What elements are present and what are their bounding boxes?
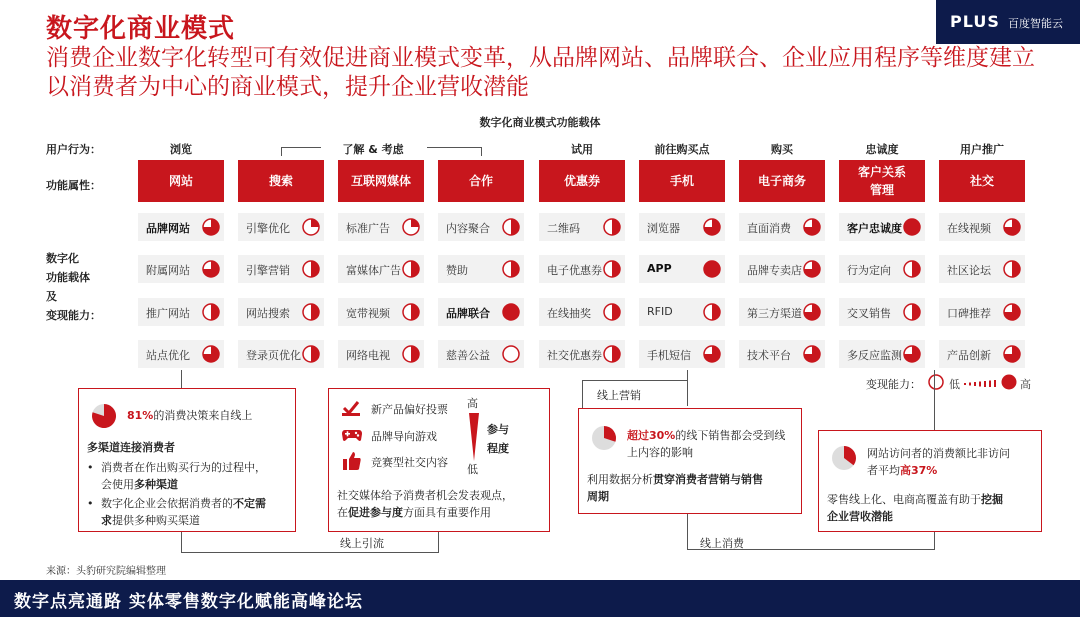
behavior-loyalty: 忠诚度 — [865, 143, 899, 156]
attribute-box: 优惠券 — [539, 160, 625, 202]
carrier-cell — [138, 255, 224, 283]
carrier-cell — [438, 340, 524, 368]
monetization-level-icon — [402, 260, 420, 278]
panel2-item-2: 品牌导向游戏 — [371, 430, 437, 443]
panel4-text: 网站访问者的消费额比非访问 者平均高37% — [867, 447, 1010, 477]
panel1-percentage: 81% — [127, 409, 154, 422]
monetization-level-icon — [502, 260, 520, 278]
carrier-label: RFID — [647, 305, 673, 318]
carrier-label: 引擎营销 — [246, 264, 290, 277]
carrier-label: 技术平台 — [747, 349, 791, 362]
carrier-label: 引擎优化 — [246, 222, 290, 235]
carrier-cell — [839, 255, 925, 283]
monetization-level-icon — [803, 303, 821, 321]
monetization-level-icon — [703, 303, 721, 321]
legend-high: 高 — [1020, 378, 1031, 391]
carrier-cell — [639, 298, 725, 326]
carrier-cell — [639, 213, 725, 241]
panel2-desc: 社交媒体给予消费者机会发表观点， 在促进参与度方面具有重要作用 — [337, 489, 513, 519]
carrier-label: 网络电视 — [346, 349, 390, 362]
attribute-box: 客户关系管理 — [839, 160, 925, 202]
attribute-box: 搜索 — [238, 160, 324, 202]
carrier-label: 内容聚合 — [446, 222, 490, 235]
carrier-label: 电子优惠券 — [547, 264, 602, 277]
carrier-label: 客户忠诚度 — [847, 222, 902, 235]
carrier-cell — [939, 255, 1025, 283]
monetization-level-icon — [402, 345, 420, 363]
panel-visitor-spend — [818, 430, 1042, 532]
row-label-attribute: 功能属性： — [46, 179, 101, 192]
monetization-level-icon — [402, 303, 420, 321]
connector-online-drive: 线上引流 — [340, 537, 384, 550]
carrier-cell — [539, 255, 625, 283]
attribute-box: 社交 — [939, 160, 1025, 202]
baidu-cloud-logo-text: 百度智能云 — [1008, 17, 1063, 30]
carrier-cell — [438, 298, 524, 326]
brand-logo — [936, 0, 1080, 44]
carrier-label: 附属网站 — [146, 264, 190, 277]
connector-online-marketing: 线上营销 — [597, 389, 641, 402]
legend-low: 低 — [949, 378, 960, 391]
panel1-bullet-1: 消费者在作出购买行为的过程中， 会使用多种渠道 — [101, 461, 266, 491]
panel1-bullet-2: 数字化企业会依据消费者的不定需 求提供多种购买渠道 — [101, 497, 266, 527]
carrier-label: 宽带视频 — [346, 307, 390, 320]
carrier-cell — [939, 298, 1025, 326]
carrier-cell — [839, 298, 925, 326]
carrier-cell — [338, 298, 424, 326]
attribute-box: 网站 — [138, 160, 224, 202]
page-subtitle: 消费企业数字化转型可有效促进商业模式变革，从品牌网站、品牌联合、企业应用程序等维度建立以消费者为中心的商业模式，提升企业营收潜能 — [46, 45, 1035, 100]
panel-multichannel: 81%的消费决策来自线上 多渠道连接消费者 • 消费者在作出购买行为的过程中， 会使用多种渠道 • 数字化企业会依据消费者的不定需 求提供多种购买渠道 — [78, 388, 296, 532]
monetization-level-icon — [603, 303, 621, 321]
row-label-carrier-4: 变现能力： — [46, 309, 101, 322]
carrier-cell — [539, 298, 625, 326]
monetization-level-icon — [202, 345, 220, 363]
panel2-high: 高 — [467, 397, 478, 410]
behavior-understand: 了解 & 考虑 — [342, 143, 404, 156]
carrier-label: 手机短信 — [647, 349, 691, 362]
page-title: 数字化商业模式 — [46, 14, 236, 44]
panel-offline-influence — [578, 408, 802, 514]
panel1-heading: 多渠道连接消费者 — [87, 441, 175, 454]
carrier-cell — [639, 340, 725, 368]
carrier-cell — [438, 255, 524, 283]
carrier-label: 直面消费 — [747, 222, 791, 235]
thumbs-up-icon — [342, 451, 362, 471]
carrier-cell — [739, 340, 825, 368]
carrier-label: 网站搜索 — [246, 307, 290, 320]
pie-30-icon — [591, 425, 617, 451]
behavior-trial: 试用 — [571, 143, 593, 156]
monetization-level-icon — [803, 260, 821, 278]
footer-banner — [0, 580, 1080, 617]
carrier-cell — [238, 340, 324, 368]
panel2-item-1: 新产品偏好投票 — [371, 403, 448, 416]
monetization-level-icon — [402, 218, 420, 236]
monetization-level-icon — [302, 218, 320, 236]
carrier-cell — [238, 255, 324, 283]
carrier-cell — [338, 340, 424, 368]
monetization-level-icon — [803, 218, 821, 236]
monetization-level-icon — [703, 218, 721, 236]
carrier-label: 浏览器 — [647, 222, 680, 235]
row-label-carrier-1: 数字化 — [46, 252, 79, 265]
panel2-scale-2: 程度 — [487, 442, 509, 455]
carrier-label: 第三方渠道 — [747, 307, 802, 320]
pie-81-icon — [91, 403, 117, 429]
carrier-cell — [238, 298, 324, 326]
monetization-level-icon — [502, 345, 520, 363]
vote-icon — [341, 399, 361, 417]
carrier-label: 慈善公益 — [446, 349, 490, 362]
carrier-cell — [739, 298, 825, 326]
monetization-level-icon — [703, 260, 721, 278]
monetization-level-icon — [603, 218, 621, 236]
behavior-go-to-store: 前往购买点 — [654, 143, 710, 156]
carrier-cell — [338, 255, 424, 283]
panel2-item-3: 竞赛型社交内容 — [371, 456, 448, 469]
carrier-label: 站点优化 — [146, 349, 190, 362]
carrier-label: 品牌联合 — [446, 307, 490, 320]
carrier-cell — [539, 340, 625, 368]
carrier-label: 富媒体广告 — [346, 264, 401, 277]
monetization-level-icon — [302, 260, 320, 278]
panel-social-engagement — [328, 388, 550, 532]
panel3-text: 超过30%的线下销售都会受到线 上内容的影响 — [627, 429, 786, 459]
panel3-desc: 利用数据分析贯穿消费者营销与销售 周期 — [587, 473, 763, 503]
carrier-label: 二维码 — [547, 222, 580, 235]
row-label-behavior: 用户行为： — [46, 143, 101, 156]
carrier-label: 交叉销售 — [847, 307, 891, 320]
carrier-cell — [438, 213, 524, 241]
connector-online-consume: 线上消费 — [700, 537, 744, 550]
monetization-level-icon — [202, 218, 220, 236]
monetization-level-icon — [903, 218, 921, 236]
carrier-label: 多反应监测 — [847, 349, 902, 362]
footer-text: 数字点亮通路 实体零售数字化赋能高峰论坛 — [14, 592, 363, 612]
monetization-level-icon — [1003, 260, 1021, 278]
carrier-label: 品牌专卖店 — [747, 264, 802, 277]
behavior-promotion: 用户推广 — [960, 143, 1004, 156]
panel1-percentage-text: 的消费决策来自线上 — [153, 409, 253, 422]
carrier-label: 推广网站 — [146, 307, 190, 320]
attribute-box: 电子商务 — [739, 160, 825, 202]
panel2-scale-1: 参与 — [487, 423, 509, 436]
carrier-cell — [138, 213, 224, 241]
legend-gradient-bar — [964, 377, 1000, 387]
carrier-label: APP — [647, 262, 672, 275]
carrier-label: 标准广告 — [346, 222, 390, 235]
carrier-label: 产品创新 — [947, 349, 991, 362]
carrier-label: 在线抽奖 — [547, 307, 591, 320]
carrier-cell — [839, 213, 925, 241]
monetization-level-icon — [603, 345, 621, 363]
carrier-label: 社交优惠券 — [547, 349, 602, 362]
monetization-level-icon — [903, 303, 921, 321]
monetization-level-icon — [502, 218, 520, 236]
carrier-label: 赞助 — [446, 264, 468, 277]
pie-37-icon — [831, 445, 857, 471]
monetization-level-icon — [502, 303, 520, 321]
carrier-cell — [539, 213, 625, 241]
monetization-level-icon — [1003, 218, 1021, 236]
monetization-level-icon — [1003, 345, 1021, 363]
monetization-level-icon — [803, 345, 821, 363]
legend-label: 变现能力： — [866, 378, 921, 391]
carrier-cell — [238, 213, 324, 241]
carrier-label: 品牌网站 — [146, 222, 190, 235]
monetization-level-icon — [903, 260, 921, 278]
gamepad-icon — [341, 427, 363, 443]
legend-full-circle-icon — [1001, 374, 1017, 390]
panel4-desc: 零售线上化、电商高覆盖有助于挖掘 企业营收潜能 — [827, 493, 1003, 523]
monetization-level-icon — [603, 260, 621, 278]
carrier-cell — [839, 340, 925, 368]
attribute-box: 合作 — [438, 160, 524, 202]
carrier-label: 在线视频 — [947, 222, 991, 235]
behavior-purchase: 购买 — [771, 143, 793, 156]
monetization-level-icon — [202, 303, 220, 321]
plus-logo-text: PLUS — [950, 12, 1000, 31]
source-note: 来源：头豹研究院编辑整理 — [46, 566, 166, 577]
monetization-level-icon — [703, 345, 721, 363]
attribute-box: 手机 — [639, 160, 725, 202]
legend-empty-circle-icon — [928, 374, 944, 390]
row-label-carrier-2: 功能载体 — [46, 271, 90, 284]
carrier-cell — [939, 340, 1025, 368]
attribute-box: 互联网媒体 — [338, 160, 424, 202]
carrier-cell — [138, 340, 224, 368]
carrier-label: 社区论坛 — [947, 264, 991, 277]
carrier-cell — [739, 255, 825, 283]
chart-title: 数字化商业模式功能载体 — [479, 116, 601, 129]
monetization-level-icon — [302, 303, 320, 321]
carrier-cell — [939, 213, 1025, 241]
panel2-low: 低 — [467, 463, 478, 476]
carrier-label: 登录页优化 — [246, 349, 301, 362]
monetization-level-icon — [1003, 303, 1021, 321]
carrier-label: 行为定向 — [847, 264, 891, 277]
carrier-cell — [338, 213, 424, 241]
engagement-scale-bar — [469, 413, 479, 461]
monetization-level-icon — [202, 260, 220, 278]
monetization-level-icon — [903, 345, 921, 363]
carrier-cell — [739, 213, 825, 241]
behavior-browse: 浏览 — [170, 143, 192, 156]
carrier-cell — [639, 255, 725, 283]
carrier-label: 口碑推荐 — [947, 307, 991, 320]
monetization-level-icon — [302, 345, 320, 363]
row-label-carrier-3: 及 — [46, 290, 57, 303]
carrier-cell — [138, 298, 224, 326]
